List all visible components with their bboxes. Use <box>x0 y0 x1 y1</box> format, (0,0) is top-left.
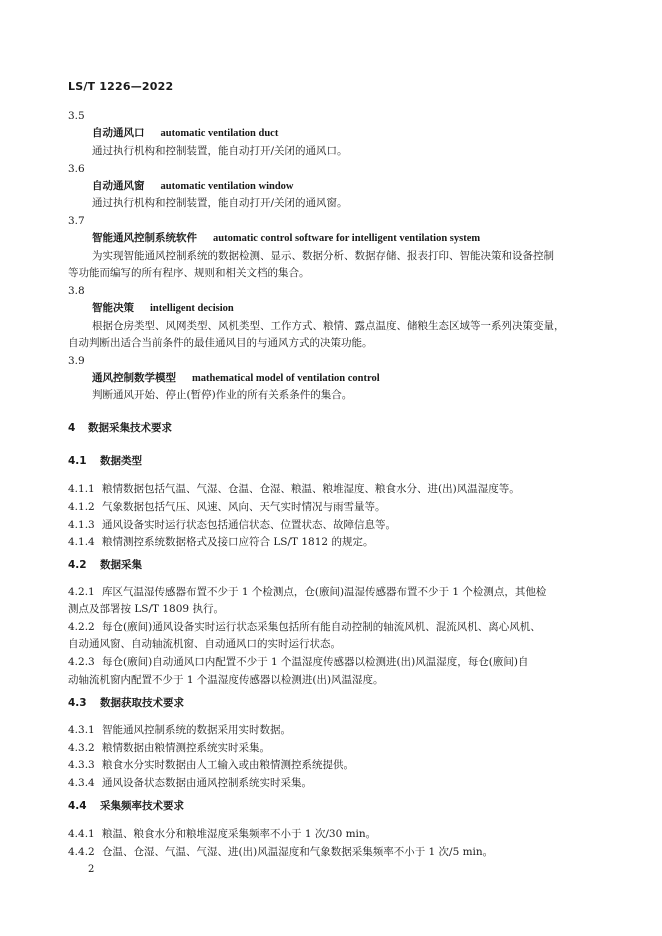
clause-number: 4.2.2 <box>68 621 95 633</box>
clause-number: 4.3.2 <box>68 742 95 754</box>
subsection-number: 4.4 <box>68 800 87 812</box>
clause-text: 每仓(廒间)自动通风口内配置不少于 1 个温湿度传感器以检测进(出)风温湿度，每仓(廒间)自 <box>102 656 529 668</box>
clause-continuation: 动轴流机窗内配置不少于 1 个温湿度传感器以检测进(出)风温湿度。 <box>68 674 384 686</box>
clause-number: 4.1.1 <box>68 483 95 495</box>
clause <box>68 844 493 860</box>
term-definition: 通过执行机构和控制装置，能自动打开/关闭的通风窗。 <box>92 197 348 209</box>
subsection-heading <box>68 453 142 469</box>
clause-text: 库区气温湿传感器布置不少于 1 个检测点，仓(廒间)温湿传感器布置不少于 1 个检测点，其他检 <box>102 586 547 598</box>
term-title-en: automatic control software for intelligent ventilation system <box>213 233 481 244</box>
term-title-zh: 智能通风控制系统软件 <box>92 232 197 244</box>
term-title-en: automatic ventilation duct <box>160 128 279 139</box>
section-title: 数据采集技术要求 <box>88 422 172 434</box>
clause-text: 粮情测控系统数据格式及接口应符合 LS/T 1812 的规定。 <box>102 536 374 548</box>
clause-number: 4.1.3 <box>68 519 95 531</box>
clause <box>68 499 386 515</box>
subsection-title: 采集频率技术要求 <box>100 800 184 812</box>
clause-number: 4.1.2 <box>68 501 95 513</box>
subsection-heading <box>68 798 184 814</box>
term-number: 3.7 <box>68 215 85 227</box>
section-heading <box>68 420 172 436</box>
clause-number: 4.4.2 <box>68 846 95 858</box>
clause-continuation: 自动通风窗、自动轴流机窗、自动通风口的实时运行状态。 <box>68 638 341 650</box>
term-definition-line: 自动判断出适合当前条件的最佳通风目的与通风方式的决策功能。 <box>68 337 373 349</box>
clause-text: 粮温、粮食水分和粮堆湿度采集频率不小于 1 次/30 min。 <box>102 828 377 840</box>
clause-text: 粮情数据包括气温、气湿、仓温、仓湿、粮温、粮堆湿度、粮食水分、进(出)风温湿度等。 <box>102 483 520 495</box>
clause-text: 智能通风控制系统的数据采用实时数据。 <box>102 724 291 736</box>
clause <box>68 619 541 635</box>
subsection-heading <box>68 557 142 573</box>
subsection-number: 4.2 <box>68 559 87 571</box>
term-definition-line: 根据仓房类型、风网类型、风机类型、工作方式、粮情、露点温度、储粮生态区域等一系列决策变量， <box>92 320 565 332</box>
clause <box>68 826 376 842</box>
clause-text: 粮食水分实时数据由人工输入或由粮情测控系统提供。 <box>102 759 354 771</box>
clause <box>68 775 312 791</box>
term-title-en: mathematical model of ventilation control <box>192 373 380 384</box>
page-number: 2 <box>88 864 95 875</box>
clause-number: 4.3.1 <box>68 724 95 736</box>
term-number: 3.9 <box>68 355 85 367</box>
clause-text: 粮情数据由粮情测控系统实时采集。 <box>102 742 270 754</box>
term-title-en: intelligent decision <box>150 303 234 314</box>
clause-number: 4.2.1 <box>68 586 95 598</box>
subsection-title: 数据类型 <box>100 455 142 467</box>
term-title-en: automatic ventilation window <box>160 181 294 192</box>
subsection-title: 数据获取技术要求 <box>100 697 184 709</box>
standard-code-header: LS/T 1226—2022 <box>68 80 174 93</box>
clause <box>68 654 528 670</box>
term-title-zh: 自动通风窗 <box>92 180 145 192</box>
term-title <box>92 300 234 317</box>
term-title <box>92 370 380 387</box>
term-title <box>92 125 278 142</box>
clause <box>68 722 291 738</box>
clause-text: 每仓(廒间)通风设备实时运行状态采集包括所有能自动控制的轴流风机、混流风机、离心风机、 <box>102 621 541 633</box>
term-definition: 判断通风开始、停止(暂停)作业的所有关系条件的集合。 <box>92 389 353 401</box>
term-number: 3.5 <box>68 110 85 122</box>
term-definition-line: 为实现智能通风控制系统的数据检测、显示、数据分析、数据存储、报表打印、智能决策和设备控制 <box>92 250 554 262</box>
term-title <box>92 230 480 247</box>
clause <box>68 740 270 756</box>
term-definition-line: 等功能而编写的所有程序、规则和相关文档的集合。 <box>68 267 310 279</box>
term-title-zh: 自动通风口 <box>92 127 145 139</box>
clause <box>68 584 546 600</box>
clause-number: 4.1.4 <box>68 536 95 548</box>
clause-continuation: 测点及部署按 LS/T 1809 执行。 <box>68 603 224 615</box>
term-number: 3.6 <box>68 163 85 175</box>
subsection-title: 数据采集 <box>100 559 142 571</box>
subsection-heading <box>68 695 184 711</box>
clause-number: 4.3.4 <box>68 777 95 789</box>
term-number: 3.8 <box>68 285 85 297</box>
clause-text: 通风设备实时运行状态包括通信状态、位置状态、故障信息等。 <box>102 519 396 531</box>
clause <box>68 481 520 497</box>
term-title-zh: 智能决策 <box>92 302 134 314</box>
section-number: 4 <box>68 422 76 434</box>
clause-number: 4.2.3 <box>68 656 95 668</box>
term-definition: 通过执行机构和控制装置，能自动打开/关闭的通风口。 <box>92 145 348 157</box>
clause <box>68 534 373 550</box>
clause <box>68 757 354 773</box>
term-title-zh: 通风控制数学模型 <box>92 372 176 384</box>
subsection-number: 4.1 <box>68 455 87 467</box>
clause-number: 4.4.1 <box>68 828 95 840</box>
clause-text: 仓温、仓湿、气温、气湿、进(出)风温湿度和气象数据采集频率不小于 1 次/5 min。 <box>102 846 494 858</box>
clause-text: 气象数据包括气压、风速、风向、天气实时情况与雨雪量等。 <box>102 501 386 513</box>
clause-number: 4.3.3 <box>68 759 95 771</box>
clause <box>68 517 396 533</box>
clause-text: 通风设备状态数据由通风控制系统实时采集。 <box>102 777 312 789</box>
term-title <box>92 178 294 195</box>
subsection-number: 4.3 <box>68 697 87 709</box>
